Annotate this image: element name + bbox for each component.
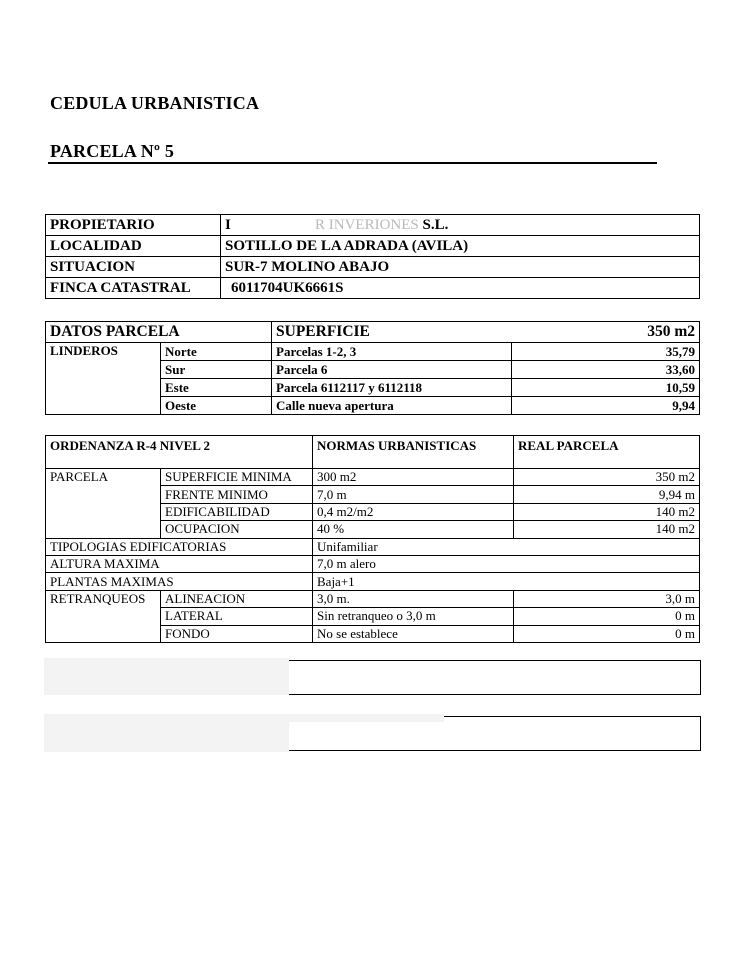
norm-typologies: Unifamiliar bbox=[313, 538, 700, 555]
title-underline bbox=[48, 162, 657, 164]
param-typologies: TIPOLOGIAS EDIFICATORIAS bbox=[46, 538, 313, 555]
redaction-overlay-1 bbox=[44, 658, 289, 695]
norm-alignment: 3,0 m. bbox=[313, 590, 514, 607]
norm-occupation: 40 % bbox=[313, 521, 514, 538]
table-row bbox=[46, 590, 700, 607]
boundary-north: Parcelas 1-2, 3 bbox=[272, 343, 512, 361]
table-row bbox=[46, 573, 700, 590]
param-max-floors: PLANTAS MAXIMAS bbox=[46, 573, 313, 590]
surface-value: 350 m2 bbox=[647, 323, 695, 340]
table-row bbox=[46, 538, 700, 555]
parcel-data-header: DATOS PARCELA bbox=[46, 322, 272, 343]
table-row bbox=[46, 343, 700, 361]
norm-surface-min: 300 m2 bbox=[313, 469, 514, 486]
param-lateral: LATERAL bbox=[161, 608, 313, 625]
real-surface: 350 m2 bbox=[514, 469, 700, 486]
norm-buildability: 0,4 m2/m2 bbox=[313, 503, 514, 520]
norm-lateral: Sin retranqueo o 3,0 m bbox=[313, 608, 514, 625]
situation-value: SUR-7 MOLINO ABAJO bbox=[221, 257, 700, 278]
param-alignment: ALINEACION bbox=[161, 590, 313, 607]
param-front-min: FRENTE MINIMO bbox=[161, 486, 313, 503]
length-east: 10,59 bbox=[512, 379, 700, 397]
table-row bbox=[46, 469, 700, 486]
ordinance-table bbox=[45, 435, 700, 643]
norms-header: NORMAS URBANISTICAS bbox=[313, 436, 514, 469]
length-north: 35,79 bbox=[512, 343, 700, 361]
owner-redacted-name: R INVERIONES bbox=[315, 216, 419, 233]
boundary-west: Calle nueva apertura bbox=[272, 397, 512, 415]
surface-label: SUPERFICIE bbox=[276, 323, 370, 340]
side-south: Sur bbox=[161, 361, 272, 379]
table-row bbox=[46, 215, 700, 236]
parcel-title: PARCELA Nº 5 bbox=[50, 141, 175, 161]
redaction-overlay-2 bbox=[44, 714, 444, 722]
real-alignment: 3,0 m bbox=[514, 590, 700, 607]
real-header: REAL PARCELA bbox=[514, 436, 700, 469]
parcel-data-table bbox=[45, 321, 700, 415]
length-west: 9,94 bbox=[512, 397, 700, 415]
cadastral-value: 6011704UK6661S bbox=[221, 278, 700, 299]
owner-table bbox=[45, 214, 700, 299]
param-rear: FONDO bbox=[161, 625, 313, 642]
side-north: Norte bbox=[161, 343, 272, 361]
side-east: Este bbox=[161, 379, 272, 397]
table-row bbox=[46, 236, 700, 257]
length-south: 33,60 bbox=[512, 361, 700, 379]
locality-label: LOCALIDAD bbox=[46, 236, 221, 257]
param-surface-min: SUPERFICIE MINIMA bbox=[161, 469, 313, 486]
cadastral-label: FINCA CATASTRAL bbox=[46, 278, 221, 299]
table-row bbox=[46, 278, 700, 299]
param-buildability: EDIFICABILIDAD bbox=[161, 503, 313, 520]
real-rear: 0 m bbox=[514, 625, 700, 642]
situation-label: SITUACION bbox=[46, 257, 221, 278]
real-occupation: 140 m2 bbox=[514, 521, 700, 538]
owner-redacted-initial: I bbox=[225, 216, 231, 233]
real-front: 9,94 m bbox=[514, 486, 700, 503]
norm-rear: No se establece bbox=[313, 625, 514, 642]
norm-max-height: 7,0 m alero bbox=[313, 555, 700, 572]
side-west: Oeste bbox=[161, 397, 272, 415]
table-row bbox=[46, 257, 700, 278]
norm-front-min: 7,0 m bbox=[313, 486, 514, 503]
redaction-overlay-3 bbox=[44, 722, 289, 752]
real-buildability: 140 m2 bbox=[514, 503, 700, 520]
real-lateral: 0 m bbox=[514, 608, 700, 625]
linderos-label: LINDEROS bbox=[46, 343, 161, 415]
owner-company-suffix: S.L. bbox=[422, 216, 449, 233]
norm-max-floors: Baja+1 bbox=[313, 573, 700, 590]
owner-value bbox=[221, 215, 700, 236]
owner-label: PROPIETARIO bbox=[46, 215, 221, 236]
surface-header bbox=[272, 322, 700, 343]
retranqueos-label: RETRANQUEOS bbox=[46, 590, 161, 642]
table-row bbox=[46, 555, 700, 572]
document-title: CEDULA URBANISTICA bbox=[50, 93, 260, 113]
table-row bbox=[46, 322, 700, 343]
locality-value: SOTILLO DE LA ADRADA (AVILA) bbox=[221, 236, 700, 257]
table-row bbox=[46, 436, 700, 469]
parcela-label: PARCELA bbox=[46, 469, 161, 539]
boundary-east: Parcela 6112117 y 6112118 bbox=[272, 379, 512, 397]
boundary-south: Parcela 6 bbox=[272, 361, 512, 379]
param-max-height: ALTURA MAXIMA bbox=[46, 555, 313, 572]
ordinance-header: ORDENANZA R-4 NIVEL 2 bbox=[46, 436, 313, 469]
param-occupation: OCUPACION bbox=[161, 521, 313, 538]
